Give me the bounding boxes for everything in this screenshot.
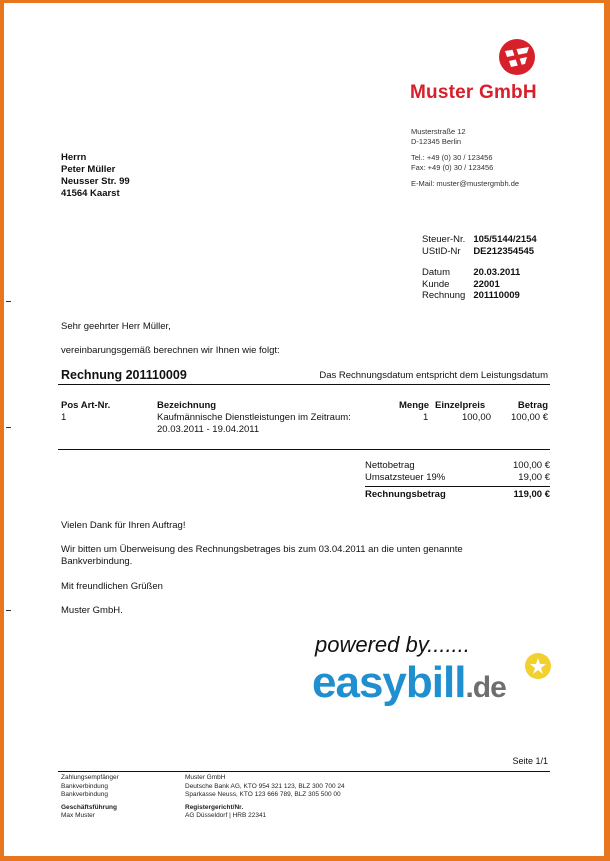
company-phone: Tel.: +49 (0) 30 / 123456 [411,153,493,162]
thanks-text: Vielen Dank für Ihren Auftrag! [61,520,186,531]
footer-register-value: AG Düsseldorf | HRB 22341 [185,812,267,819]
items-divider [58,449,550,450]
col-amount-header: Betrag [517,400,548,411]
col-unit-header: Einzelpreis [435,400,486,411]
page-number: Seite 1/1 [512,756,548,766]
invoice-meta [422,234,537,302]
company-city: D-12345 Berlin [411,137,462,146]
vat-value: DE212354545 [473,245,535,257]
payment-line1: Wir bitten um Überweisung des Rechnungsbetrages bis zum 03.04.2011 an die unten genannte [61,544,463,555]
footer-bank2-value: Sparkasse Neuss, KTO 123 666 789, BLZ 305 500 00 [185,791,341,798]
footer-bank1-value: Deutsche Bank AG, KTO 954 321 123, BLZ 300 700 24 [185,782,345,790]
company-email: E-Mail: muster@mustergmbh.de [411,179,520,188]
invoice-label: Rechnung [422,290,466,301]
easybill-logo [312,658,506,713]
date-note: Das Rechnungsdatum entspricht dem Leistungsdatum [319,370,548,381]
item-description [157,412,351,436]
invoice-value: 201110009 [473,290,520,301]
recipient-name: Peter Müller [61,164,116,175]
col-qty-header: Menge [399,400,430,411]
footer-divider [58,771,550,772]
customer-value: 22001 [473,278,500,290]
tax-no-label: Steuer-Nr. [422,234,466,245]
item-amount: 100,00 € [511,412,548,423]
easybill-logo-tld: .de [465,671,506,704]
item-pos: 1 [61,412,67,423]
footer-register-label: Registergericht/Nr. [185,803,244,811]
recipient-salutation: Herrn [61,152,87,163]
company-logo-icon [497,37,537,77]
col-pos-header: Pos Art-Nr. [61,400,111,411]
net-label: Nettobetrag [365,460,415,471]
totals-block [365,460,550,501]
intro-text: vereinbarungsgemäß berechnen wir Ihnen wie folgt: [61,345,280,356]
footer-management-label: Geschäftsführung [61,803,117,811]
easybill-logo-main: easybill [312,658,466,707]
footer-management-value: Max Muster [61,812,95,819]
col-desc-header: Bezeichnung [157,400,217,411]
greeting: Sehr geehrter Herr Müller, [61,321,171,332]
footer-table [61,774,345,821]
vat-label: UStID-Nr [422,245,461,257]
closing-text: Mit freundlichen Grüßen [61,581,163,592]
recipient-city: 41564 Kaarst [61,188,120,199]
item-qty: 1 [423,412,429,423]
date-label: Datum [422,267,450,278]
title-divider [58,384,550,385]
footer-bank2-label: Bankverbindung [61,791,108,798]
recipient-address [61,152,130,200]
item-desc-line1: Kaufmännische Dienstleistungen im Zeitraum: [157,412,351,423]
company-street: Musterstraße 12 [411,127,466,136]
footer-payee-value: Muster GmbH [185,774,226,781]
date-value: 20.03.2011 [473,267,521,278]
fold-mark-bottom [6,610,11,611]
fold-mark-top [6,301,11,302]
recipient-street: Neusser Str. 99 [61,176,130,187]
footer-bank1-label: Bankverbindung [61,782,108,790]
company-address [411,127,519,189]
gross-value: 119,00 € [513,489,550,500]
item-unit-price: 100,00 [461,412,491,423]
company-logo-text: Muster GmbH [410,82,537,103]
tax-no-value: 105/5144/2154 [473,234,537,245]
signature: Muster GmbH. [61,605,123,616]
tax-label: Umsatzsteuer 19% [365,472,446,483]
powered-by-text: powered by....... [315,632,470,657]
net-value: 100,00 € [513,460,550,471]
customer-label: Kunde [422,278,450,290]
item-desc-line2: 20.03.2011 - 19.04.2011 [157,424,260,435]
easybill-star-icon [523,651,553,681]
company-fax: Fax: +49 (0) 30 / 123456 [411,163,494,172]
payment-line2: Bankverbindung. [61,556,133,567]
payment-text [61,544,463,568]
invoice-page [4,3,604,856]
fold-mark-middle [6,427,11,428]
tax-value: 19,00 € [518,472,550,483]
footer-payee-label: Zahlungsempfänger [61,774,119,781]
invoice-title: Rechnung 201110009 [61,368,187,382]
gross-label: Rechnungsbetrag [365,489,446,500]
